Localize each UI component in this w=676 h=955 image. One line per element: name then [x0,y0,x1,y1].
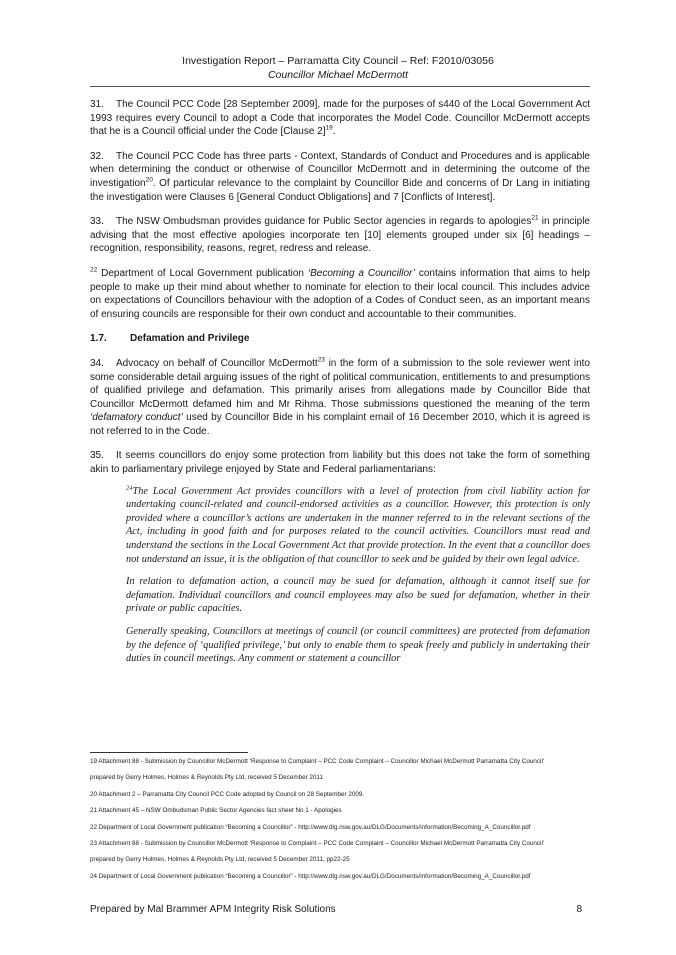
footnote: 24 Department of Local Government publication “Becoming a Councillor” - http://www.dlg.nsw.gov.au/DLG/Documents/information/Becoming_A_Councillor.pdf [90,872,531,880]
section-heading [90,332,590,346]
footnote-ref: 22 [90,266,98,274]
footer-text: Prepared by Mal Brammer APM Integrity Risk Solutions [90,904,336,915]
footnote: prepared by Gerry Holmes, Holmes & Reynolds Pty Ltd, received 5 December 2011, pp22-25 [90,856,350,864]
quote-text: Generally speaking, Councillors at meetings of council (or council committees) are protected from defamation by the defence of ‘qualified privilege,’ but only to enable them to speak freely and publicly in undertaking their duties in council meetings. Any comment or statement a councillor [126,626,590,665]
report-subtitle: Councillor Michael McDermott [267,69,409,81]
footnote-ref: 21 [531,214,539,222]
paragraph-text: in the form of a submission to the sole reviewer went into some considerable detail arguing issues of the right of political communication, entitlements to and presumptions of qualified privilege and defamation. This primarily arises from allegations made by Councillor Bide that Councillor McDermott defamed him and Mr Rihma. Those submissions questioned the meaning of the term [90,357,590,410]
section-number: 1.7. [90,333,107,345]
paragraph-text: contains information that aims to help people to make up their mind about whether to nominate for election to their local council. This includes advice on expectations of Councillors behaviour with the adoption of a Codes of Conduct seen, as an important means of ensuring councils are responsible for their own conduct and accountable to their communities. [90,267,590,320]
page-footer [90,903,590,916]
block-quote [126,485,590,666]
paragraph-text: used by Councillor Bide in his complaint email of 16 December 2010, which it is agreed is not referred to in the Code. [90,412,590,437]
page-header [0,54,676,82]
footnote-ref: 23 [317,356,325,364]
quote-text: In relation to defamation action, a council may be sued for defamation, although it cannot itself sue for defamation. Individual councillors and council employees may also be sued for defamation, whether in their private or public capacities. [126,576,590,615]
report-body [90,98,590,675]
paragraph-text: The NSW Ombudsman provides guidance for Public Sector agencies in regards to apologies [116,216,532,228]
paragraph-32 [90,150,590,204]
paragraph-text: Department of Local Government publication [97,267,308,279]
footnote: prepared by Gerry Holmes, Holmes & Reynolds Pty Ltd, received 5 December 2011 [90,774,323,782]
quoted-term: ‘defamatory conduct’ [90,412,183,424]
paragraph-text: The Council PCC Code [28 September 2009], made for the purposes of s440 of the Local Government Act 1993 requires every Council to adopt a Code that incorporates the Model Code. Councillor McDermott accepts that he is a Council official under the Code [Clause 2] [90,99,590,138]
paragraph-text: It seems councillors do enjoy some protection from liability but this does not take the form of something akin to parliamentary privilege enjoyed by State and Federal parliamentarians: [90,450,590,476]
paragraph-33 [90,215,590,256]
paragraph-31 [90,98,590,139]
footnote: 19 Attachment 88 - Submission by Councillor McDermott ‘Response to Complaint – PCC Code Complaint – Councillor Michael McDermott Parramatta City Council’ [90,758,545,765]
footnote-22-inline [90,267,590,321]
paragraph-34 [90,357,590,439]
quote-paragraph [126,485,590,567]
paragraph-number: 35. [90,450,104,462]
report-title: Investigation Report – Parramatta City Council – Ref: F2010/03056 [182,55,494,67]
footnote: 20 Attachment 2 – Parramatta City Council PCC Code adopted by Council on 28 September 2009. [90,790,365,798]
paragraph-text: in principle advising that the most effective apologies incorporate ten [10] elements grouped under six [6] headings – recognition, responsibility, reasons, regret, redress and release. [90,216,590,255]
paragraph-number: 34. [90,357,104,369]
quote-text: The Local Government Act provides councillors with a level of protection from civil liability action for undertaking council-related and council-endorsed activities as a councillor. However, this protection is only provided where a councillor’s actions are undertaken in the manner referred to in the relevant sections of the Act, including in good faith and for purposes related to the council activities. Councillors must read and understand the sections in the Local Government Act that provide protection. In the event that a councillor does not understand an issue, it is the obligation of that councillor to seek and be guided by their own legal advice. [126,485,590,565]
footnote: 23 Attachment 88 - Submission by Councillor McDermott ‘Response to Complaint – PCC Code Complaint – Councillor Michael McDermott Parramatta City Council’ [90,839,545,847]
footnote: 21 Attachment 45 – NSW Ombudsman Public Sector Agencies fact sheet No 1 - Apologies [90,807,342,815]
quote-paragraph [126,625,590,666]
paragraph-text: Advocacy on behalf of Councillor McDermott [116,357,318,369]
header-divider [90,86,590,87]
paragraph-text: The Council PCC Code has three parts - Context, Standards of Conduct and Procedures and is applicable when determining the conduct or otherwise of Councillor McDermott and in determining the outcome of the investigation [90,150,590,189]
footnotes [90,758,590,889]
publication-title: ‘Becoming a Councillor’ [307,267,415,279]
section-title: Defamation and Privilege [130,333,250,345]
paragraph-text: . [332,126,336,138]
paragraph-text: . Of particular relevance to the complaint by Councillor Bide and concerns of Dr Lang in initiating the investigation were Clauses 6 [General Conduct Obligations] and 7 [Conflicts of Interest]. [90,177,590,203]
footnote-ref: 19 [325,124,333,132]
page-number: 8 [576,904,582,915]
footnote: 22 Department of Local Government publication “Becoming a Councillor” - http://www.dlg.nsw.gov.au/DLG/Documents/information/Becoming_A_Councillor.pdf [90,823,531,831]
paragraph-number: 31. [90,99,104,110]
footnote-ref: 24 [126,484,133,492]
footnote-ref: 20 [145,176,153,184]
paragraph-number: 32. [90,150,104,162]
quote-paragraph [126,575,590,616]
paragraph-number: 33. [90,216,104,228]
paragraph-35 [90,449,590,476]
footnote-divider [90,752,248,753]
